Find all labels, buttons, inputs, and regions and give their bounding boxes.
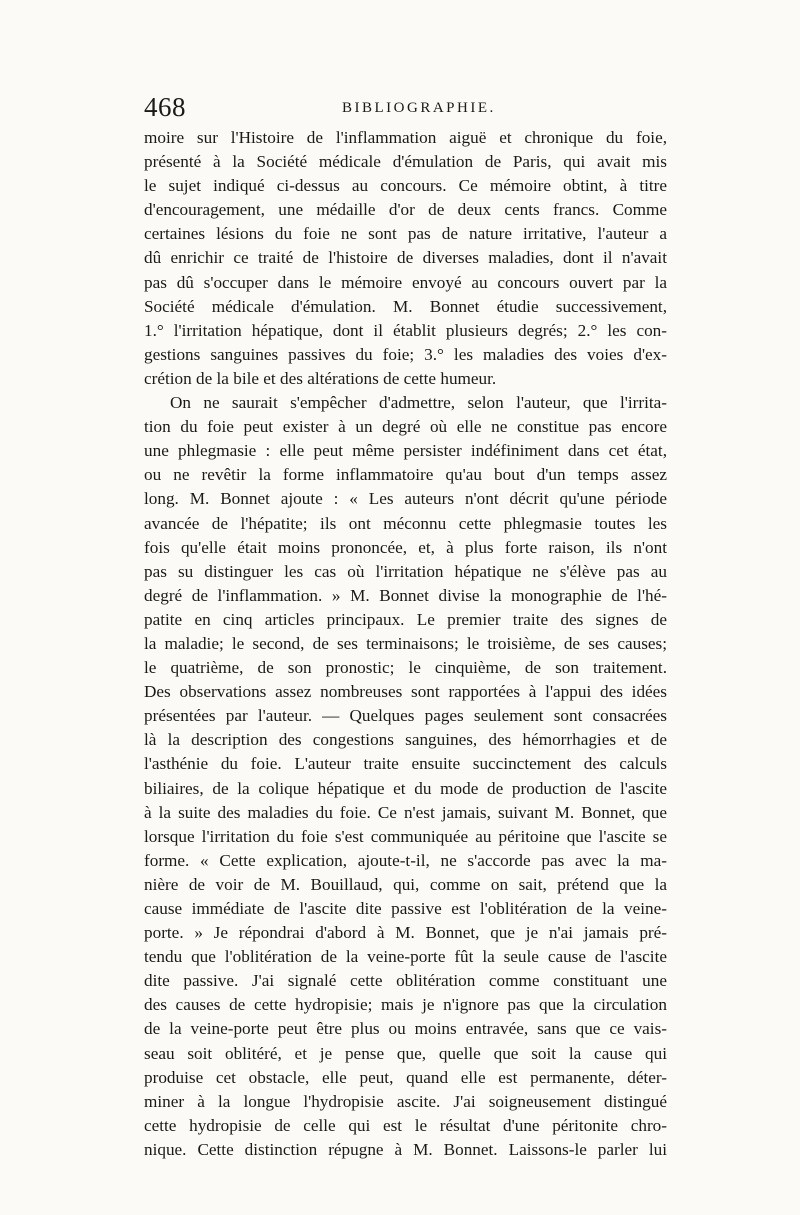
text-line: nique. Cette distinction répugne à M. Bonnet. Laissons-le parler lui — [144, 1139, 667, 1159]
text-line: cette hydropisie de celle qui est le résultat d'une péritonite chro- — [144, 1115, 667, 1135]
text-line: miner à la longue l'hydropisie ascite. J'ai soigneusement distingué — [144, 1091, 667, 1111]
text-line: produise cet obstacle, elle peut, quand elle est permanente, déter- — [144, 1067, 667, 1087]
text-line: de la veine-porte peut être plus ou moins entravée, sans que ce vais- — [144, 1019, 667, 1039]
text-line: dû enrichir ce traité de l'histoire de diverses maladies, dont il n'avait — [144, 248, 667, 268]
text-line: avancée de l'hépatite; ils ont méconnu cette phlegmasie toutes les — [144, 513, 667, 533]
text-line: des causes de cette hydropisie; mais je n'ignore pas que la circulation — [144, 995, 667, 1015]
text-line: On ne saurait s'empêcher d'admettre, selon l'auteur, que l'irrita- — [170, 393, 667, 413]
text-line: forme. « Cette explication, ajoute-t-il, ne s'accorde pas avec la ma- — [144, 850, 667, 870]
text-line: crétion de la bile et des altérations de cette humeur. — [144, 368, 497, 388]
text-line: fois qu'elle était moins prononcée, et, à plus forte raison, ils n'ont — [144, 537, 667, 557]
text-line: pas su distinguer les cas où l'irritation hépatique ne s'élève pas au — [144, 561, 667, 581]
text-line: nière de voir de M. Bouillaud, qui, comme on sait, prétend que la — [144, 874, 667, 894]
text-line: présentées par l'auteur. — Quelques pages seulement sont consacrées — [144, 706, 667, 726]
text-line: cause immédiate de l'ascite dite passive est l'oblitération de la veine- — [144, 899, 667, 918]
text-line: tion du foie peut exister à un degré où elle ne constitue pas encore — [144, 417, 667, 437]
text-line: pas dû s'occuper dans le mémoire envoyé au concours ouvert par la — [144, 272, 667, 292]
text-line: biliaires, de la colique hépatique et du mode de production de l'ascite — [144, 778, 667, 798]
text-line: Société médicale d'émulation. M. Bonnet étudie successivement, — [144, 296, 667, 316]
page-number: 468 — [144, 92, 186, 122]
paragraph — [144, 126, 667, 391]
text-line: lorsque l'irritation du foie s'est communiquée au péritoine que l'ascite se — [144, 826, 667, 846]
text-line: moire sur l'Histoire de l'inflammation aiguë et chronique du foie, — [144, 128, 667, 147]
text-line: degré de l'inflammation. » M. Bonnet divise la monographie de l'hé- — [144, 585, 667, 605]
text-line: à la suite des maladies du foie. Ce n'est jamais, suivant M. Bonnet, que — [144, 802, 667, 822]
page-header — [144, 88, 667, 128]
text-line: le quatrième, de son pronostic; le cinquième, de son traitement. — [144, 658, 667, 678]
text-line: tendu que l'oblitération de la veine-porte fût la seule cause de l'ascite — [144, 947, 667, 967]
paragraph — [144, 391, 667, 1162]
text-line: là la description des congestions sanguines, des hémorrhagies et de — [144, 730, 667, 750]
text-line: 1.° l'irritation hépatique, dont il établit plusieurs degrés; 2.° les con- — [144, 320, 667, 340]
text-line: porte. » Je répondrai d'abord à M. Bonnet, que je n'ai jamais pré- — [144, 923, 667, 943]
text-line: présenté à la Société médicale d'émulation de Paris, qui avait mis — [144, 152, 667, 172]
text-line: l'asthénie du foie. L'auteur traite ensuite succinctement des calculs — [144, 754, 667, 774]
text-line: ou ne revêtir la forme inflammatoire qu'au bout d'un temps assez — [144, 465, 667, 485]
text-line: certaines lésions du foie ne sont pas de nature irritative, l'auteur a — [144, 224, 667, 244]
text-line: Des observations assez nombreuses sont rapportées à l'appui des idées — [144, 682, 667, 702]
text-line: patite en cinq articles principaux. Le premier traite des signes de — [144, 609, 667, 629]
text-line: une phlegmasie : elle peut même persister indéfiniment dans cet état, — [144, 441, 667, 461]
text-line: la maladie; le second, de ses terminaisons; le troisième, de ses causes; — [144, 633, 667, 653]
text-line: le sujet indiqué ci-dessus au concours. Ce mémoire obtint, à titre — [144, 176, 667, 196]
text-line: dite passive. J'ai signalé cette oblitération comme constituant une — [144, 971, 667, 991]
text-line: seau soit oblitéré, et je pense que, quelle que soit la cause qui — [144, 1043, 667, 1063]
text-line: gestions sanguines passives du foie; 3.° les maladies des voies d'ex- — [144, 344, 667, 364]
text-line: d'encouragement, une médaille d'or de deux cents francs. Comme — [144, 200, 667, 220]
body-text — [144, 126, 667, 1162]
running-head: BIBLIOGRAPHIE. — [342, 100, 496, 116]
text-line: long. M. Bonnet ajoute : « Les auteurs n'ont décrit qu'une période — [144, 489, 667, 509]
